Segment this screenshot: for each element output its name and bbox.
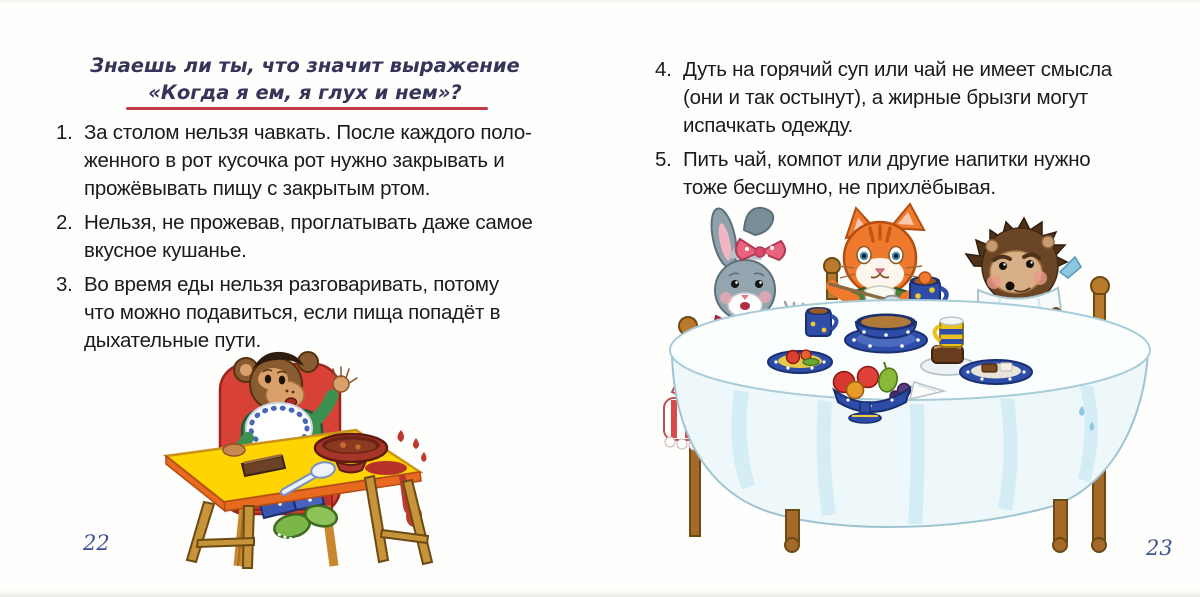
item-text: Пить чай, компот или другие напитки нужно тоже бесшумно, не прихлёбывая.	[683, 148, 1091, 199]
item-text: Во время еды нельзя разговаривать, потому что можно подавиться, если пища попадёт в дыхательные пути.	[84, 273, 501, 352]
item-number: 5.	[655, 148, 672, 171]
list-item-2	[56, 209, 572, 265]
page-number-left: 22	[83, 531, 110, 555]
rules-list-right	[655, 56, 1167, 208]
item-number: 1.	[56, 121, 73, 144]
item-text: Нельзя, не прожевав, проглатывать даже самое вкусное кушанье.	[84, 211, 533, 262]
item-number: 4.	[655, 58, 672, 81]
item-text: Дуть на горячий суп или чай не имеет смысла (они и так остынут), а жирные брызги могут испачкать одежду.	[683, 58, 1112, 137]
list-item-1	[56, 119, 572, 203]
rules-list-left	[56, 119, 572, 361]
title-line-1: Знаешь ли ты, что значит выражение	[90, 54, 520, 77]
item-number: 3.	[56, 273, 73, 296]
list-item-4	[655, 56, 1167, 140]
title-underline	[126, 107, 488, 110]
title-line-2: «Когда я ем, я глух и нем»?	[148, 81, 462, 104]
page-number-right: 23	[1146, 536, 1173, 560]
page-title	[58, 52, 552, 106]
item-text: За столом нельзя чавкать. После каждого поло- женного в рот кусочка рот нужно закрывать и прожёвывать пищу с закрытым ртом.	[84, 121, 532, 200]
item-number: 2.	[56, 211, 73, 234]
animals-dining-illustration	[648, 194, 1180, 554]
monkey-highchair-illustration	[158, 334, 460, 570]
